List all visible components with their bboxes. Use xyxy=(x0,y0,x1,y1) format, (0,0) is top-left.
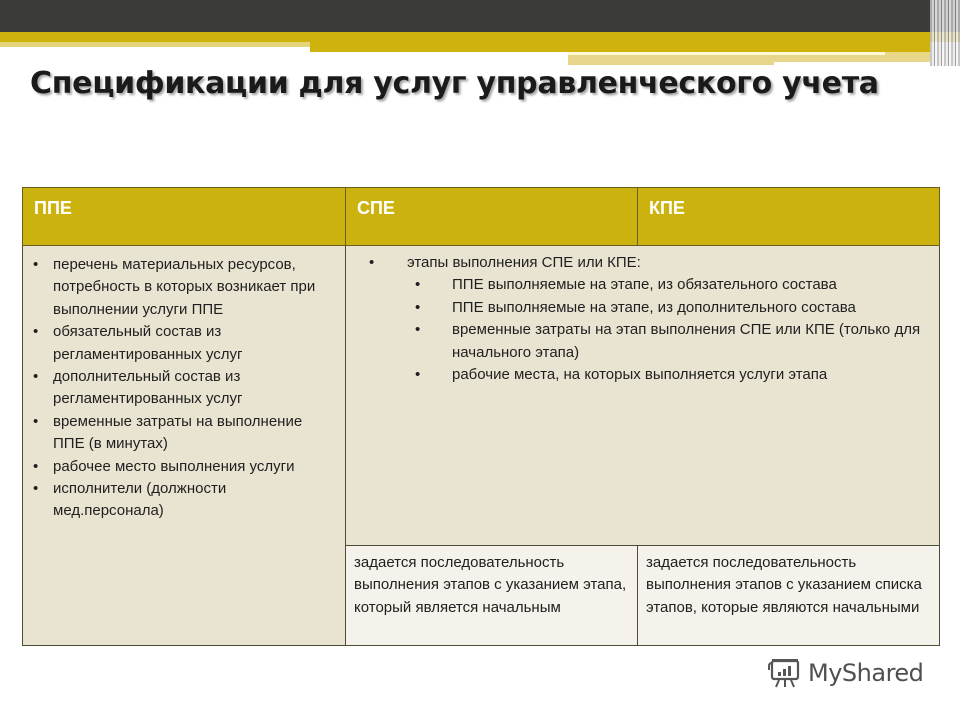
stages-block xyxy=(346,246,939,386)
bullet-icon: • xyxy=(415,298,421,316)
ppe-cell xyxy=(23,246,346,646)
watermark xyxy=(768,656,923,690)
bullet-icon: • xyxy=(33,412,39,430)
cream-line xyxy=(568,52,885,55)
header-kpe: КПЕ xyxy=(638,188,940,246)
table-body-row xyxy=(23,246,940,546)
bullet-icon: • xyxy=(33,256,39,273)
header-spe: СПЕ xyxy=(346,188,638,246)
bullet-icon: • xyxy=(33,368,39,386)
list-item: • временные затраты на выполнение ППЕ (в минутах) xyxy=(33,412,303,453)
presentation-board-icon xyxy=(768,656,802,690)
gold-accent-right xyxy=(310,42,930,52)
bullet-icon: • xyxy=(415,321,421,339)
list-item: • рабочее место выполнения услуги xyxy=(31,456,337,478)
top-dark-bar xyxy=(0,0,960,32)
kpe-sequence-text: задается последовательность выполнения этапов с указанием списка этапов, которые являются начальными xyxy=(646,554,922,616)
list-item: • временные затраты на этап выполнения СПЕ или КПЕ (только для начального этапа) xyxy=(415,321,921,361)
gold-accent-left xyxy=(0,42,310,47)
list-item: • ППЕ выполняемые на этапе, из дополнительного состава xyxy=(354,297,931,319)
kpe-sequence-cell xyxy=(638,546,940,646)
stages-list xyxy=(354,274,931,386)
stages-cell xyxy=(346,246,940,546)
header-ppe: ППЕ xyxy=(23,188,346,246)
bullet-icon: • xyxy=(33,480,39,498)
list-item: • исполнители (должности мед.персонала) xyxy=(33,480,227,520)
list-item: • обязательный состав из регламентированных услуг xyxy=(33,323,243,363)
bullet-icon: • xyxy=(415,366,421,384)
bullet-icon: • xyxy=(369,254,375,271)
spe-sequence-cell xyxy=(346,546,638,646)
edge-stripes xyxy=(930,0,960,66)
table-header-row xyxy=(23,188,940,246)
spe-sequence-text: задается последовательность выполнения этапов с указанием этапа, который является начальным xyxy=(354,554,627,616)
list-item: • перечень материальных ресурсов, потребность в которых возникает при выполнении услуги ППЕ xyxy=(33,256,316,318)
top-gold-bar xyxy=(0,32,960,42)
slide-title: Спецификации для услуг управленческого учета xyxy=(30,66,879,101)
bullet-icon: • xyxy=(415,276,421,294)
watermark-text: MyShared xyxy=(808,659,924,687)
spec-table xyxy=(22,187,940,646)
bullet-icon: • xyxy=(33,323,39,341)
bullet-icon: • xyxy=(33,457,39,475)
stages-heading: • этапы выполнения СПЕ или КПЕ: xyxy=(354,252,931,274)
list-item: • рабочие места, на которых выполняется услуги этапа xyxy=(354,364,931,386)
list-item: • дополнительный состав из регламентированных услуг xyxy=(33,368,243,408)
list-item: • ППЕ выполняемые на этапе, из обязательного состава xyxy=(354,274,931,296)
ppe-list xyxy=(23,246,345,523)
